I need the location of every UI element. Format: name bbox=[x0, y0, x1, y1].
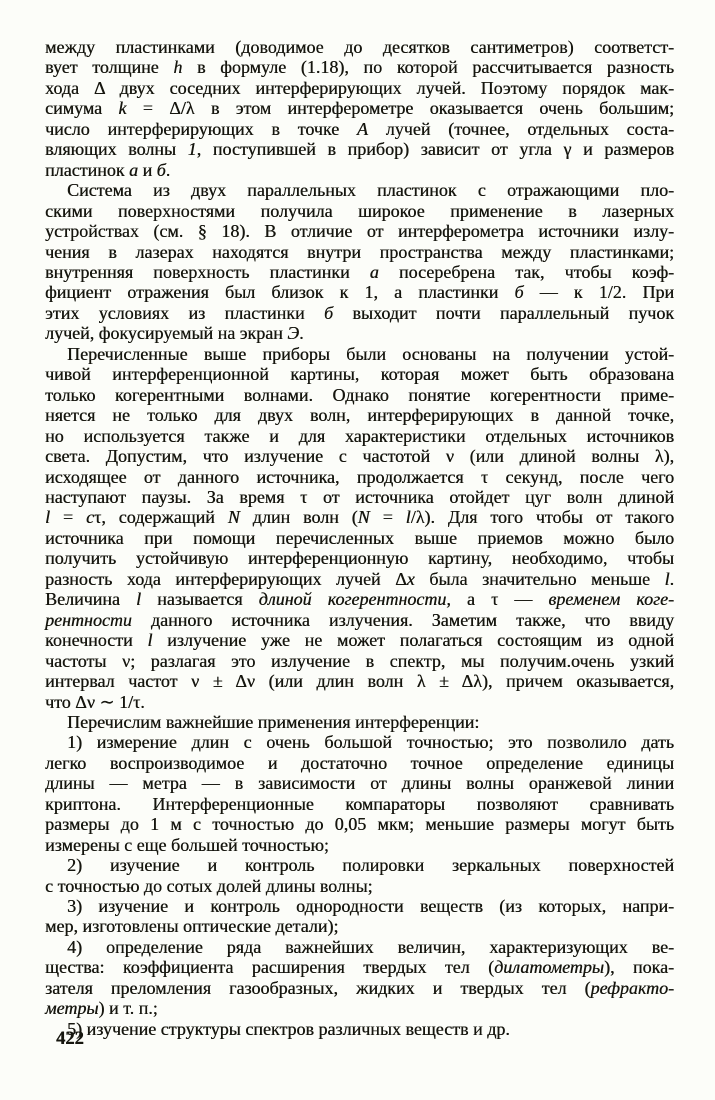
text-line: но используется также и для характеристики отдельных источников bbox=[45, 425, 674, 446]
text-line: между пластинками (доводимое до десятков сантиметров) соответст- bbox=[45, 37, 674, 57]
text-line: 4) определение ряда важнейших величин, характеризующих ве- bbox=[67, 936, 674, 957]
text-line: источника при помощи перечисленных выше приемов можно было bbox=[45, 527, 674, 548]
text-line: симума k = Δ/λ в этом интерферометре оказывается очень большим; bbox=[45, 98, 674, 119]
text-line: Перечислим важнейшие применения интерференции: bbox=[67, 711, 480, 732]
text-line: конечности l излучение уже не может полагаться состоящим из одной bbox=[45, 630, 674, 651]
text-line: скими поверхностями получила широкое применение в лазерных bbox=[45, 200, 674, 221]
text-line: только когерентными волнами. Однако понятие когерентности приме- bbox=[45, 384, 674, 405]
text-line: 5) изучение структуры спектров различных веществ и др. bbox=[67, 1018, 510, 1039]
paragraph bbox=[45, 344, 674, 712]
text-line: мер, изготовлены оптические детали); bbox=[45, 916, 339, 937]
text-line: вует толщине h в формуле (1.18), по которой рассчитывается разность bbox=[45, 57, 675, 78]
text-line: Система из двух параллельных пластинок с отражающими пло- bbox=[67, 180, 674, 201]
text-line: чивой интерференционной картины, которая может быть образована bbox=[45, 364, 674, 385]
paragraph bbox=[45, 896, 674, 937]
text-line: этих условиях из пластинки б выходит почти параллельный пучок bbox=[45, 302, 674, 323]
text-line: число интерферирующих в точке А лучей (точнее, отдельных соста- bbox=[45, 118, 674, 139]
text-line: что Δν ∼ 1/τ. bbox=[45, 691, 145, 712]
paragraph bbox=[45, 855, 674, 896]
text-line: длины — метра — в зависимости от длины волны оранжевой линии bbox=[45, 773, 674, 794]
text-line: с точностью до сотых долей длины волны; bbox=[45, 875, 373, 896]
text-line: хода Δ двух соседних интерферирующих лучей. Поэтому порядок мак- bbox=[45, 77, 674, 98]
text-line: криптона. Интерференционные компараторы позволяют сравнивать bbox=[45, 793, 674, 814]
text-line: фициент отражения был близок к 1, а пластинки б — к 1/2. При bbox=[45, 282, 674, 303]
paragraph bbox=[45, 37, 674, 180]
text-line: няется не только для двух волн, интерферирующих в данной точке, bbox=[45, 405, 674, 426]
paragraph bbox=[45, 712, 674, 732]
paragraph bbox=[45, 937, 674, 1019]
paragraph bbox=[45, 180, 674, 344]
text-line: Величина l называется длиной когерентности, а τ — временем коге- bbox=[45, 589, 675, 610]
text-line: рентности данного источника излучения. Заметим также, что ввиду bbox=[45, 609, 674, 630]
text-line: чения в лазерах находятся внутри пространства между пластинками; bbox=[45, 241, 674, 262]
text-line: наступают паузы. За время τ от источника отойдет цуг волн длиной bbox=[45, 486, 674, 507]
text-line: 1) измерение длин с очень большой точностью; это позволило дать bbox=[67, 732, 674, 753]
text-line: лучей, фокусируемый на экран Э. bbox=[45, 323, 304, 344]
text-line: размеры до 1 м с точностью до 0,05 мкм; меньшие размеры могут быть bbox=[45, 814, 674, 835]
text-line: пластинок а и б. bbox=[45, 159, 171, 180]
text-line: внутренняя поверхность пластинки а посеребрена так, чтобы коэф- bbox=[45, 261, 675, 282]
text-line: зателя преломления газообразных, жидких и твердых тел (рефракто- bbox=[45, 977, 674, 998]
text-line: интервал частот ν ± Δν (или длин волн λ ± Δλ), причем оказывается, bbox=[45, 671, 674, 692]
text-line: щества: коэффициента расширения твердых тел (дилатометры), пока- bbox=[45, 957, 674, 978]
text-line: измерены с еще большей точностью; bbox=[45, 834, 329, 855]
text-line: легко воспроизводимое и достаточно точное определение единицы bbox=[45, 752, 674, 773]
text-line: света. Допустим, что излучение с частотой ν (или длиной волны λ), bbox=[45, 446, 674, 467]
text-block bbox=[45, 37, 674, 1039]
paragraph bbox=[45, 732, 674, 855]
page-number: 422 bbox=[56, 1029, 84, 1049]
text-line: l = cτ, содержащий N длин волн (N = l/λ). Для того чтобы от такого bbox=[45, 507, 674, 528]
paragraph bbox=[45, 1019, 674, 1039]
text-line: метры) и т. п.; bbox=[45, 998, 158, 1019]
text-line: получить устойчивую интерференционную картину, необходимо, чтобы bbox=[45, 548, 674, 569]
text-line: Перечисленные выше приборы были основаны на получении устой- bbox=[67, 343, 674, 364]
text-line: устройствах (см. § 18). В отличие от интерферометра источники излу- bbox=[45, 221, 674, 242]
text-line: исходящее от данного источника, продолжается τ секунд, после чего bbox=[45, 466, 674, 487]
text-line: вляющих волны 1, поступившей в прибор) зависит от угла γ и размеров bbox=[45, 139, 674, 160]
text-line: 3) изучение и контроль однородности веществ (из которых, напри- bbox=[67, 896, 674, 917]
text-line: частоты ν; разлагая это излучение в спектр, мы получим.очень узкий bbox=[45, 650, 674, 671]
text-line: 2) изучение и контроль полировки зеркальных поверхностей bbox=[67, 855, 674, 876]
text-line: разность хода интерферирующих лучей Δx была значительно меньше l. bbox=[45, 568, 674, 589]
